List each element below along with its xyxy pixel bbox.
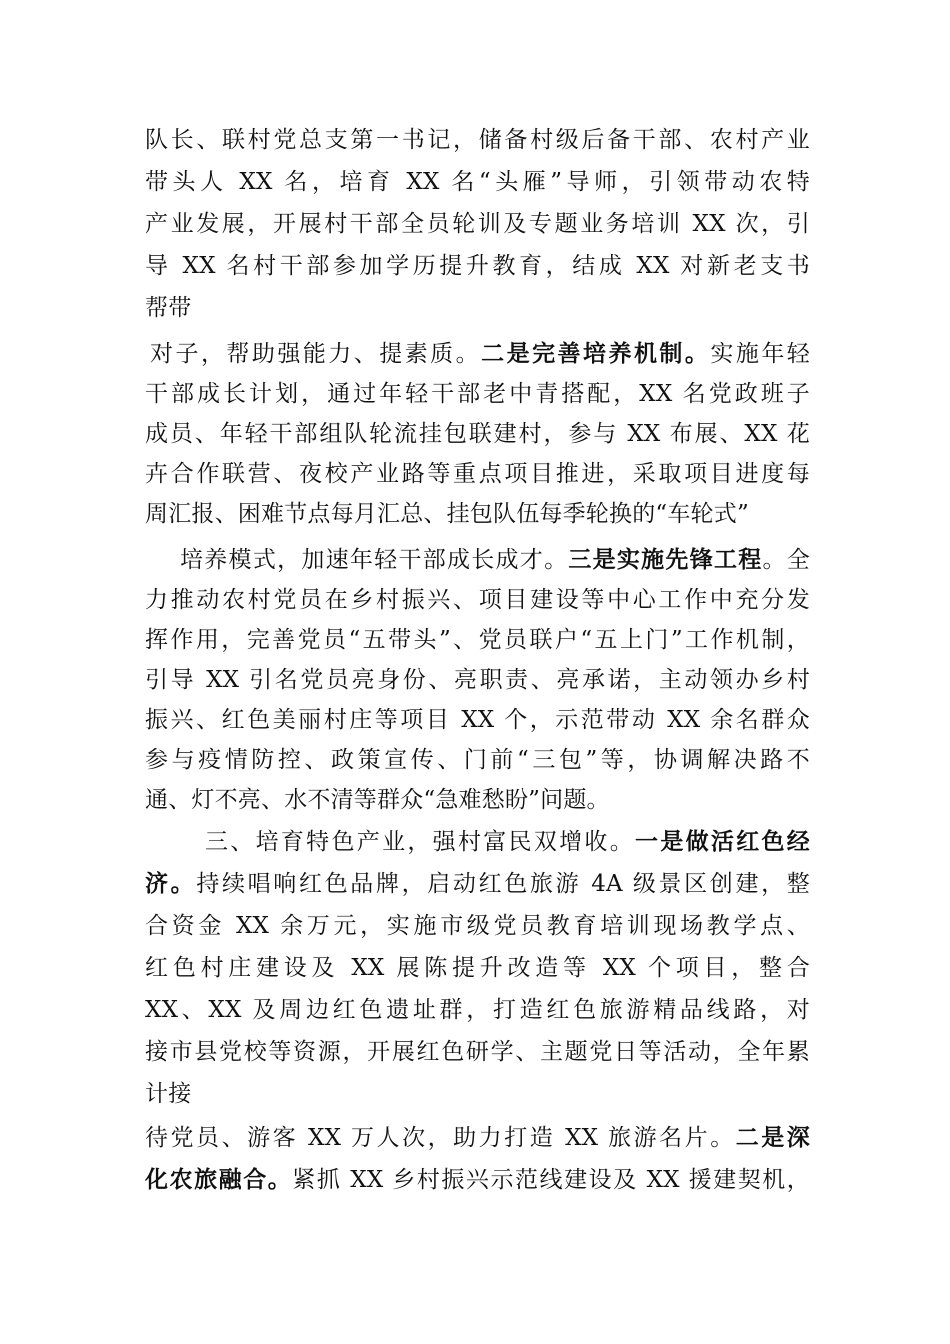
text-line: 周汇报、困难节点每月汇总、挂包队伍每季轮换的“车轮式”: [145, 501, 749, 527]
text-line: 干部成长计划，通过年轻干部老中青搭配，XX 名党政班子: [145, 381, 810, 407]
text-line: 挥作用，完善党员“五带头”、党员联户“五上门”工作机制，: [145, 627, 810, 653]
text-line: 导 XX 名村干部参加学历提升教育，结成 XX 对新老支书: [145, 253, 810, 279]
text-line: 济。持续唱响红色品牌，启动红色旅游 4A 级景区创建，整: [145, 871, 810, 897]
bold-heading: 济。: [145, 871, 197, 897]
bold-heading: 二是完善培养机制。: [481, 341, 711, 367]
text-line: 帮带: [145, 295, 192, 321]
text-line: 三、培育特色产业，强村富民双增收。一是做活红色经: [205, 829, 811, 855]
text-line: 计接: [145, 1081, 192, 1107]
text-line: 引导 XX 引名党员亮身份、亮职责、亮承诺，主动领办乡村: [145, 667, 810, 693]
text-line: 产业发展，开展村干部全员轮训及专题业务培训 XX 次，引: [145, 211, 810, 237]
text-line: 成员、年轻干部组队轮流挂包联建村，参与 XX 布展、XX 花: [145, 421, 810, 447]
text-line: 力推动农村党员在乡村振兴、项目建设等中心工作中充分发: [145, 587, 810, 613]
text-line: 培养模式，加速年轻干部成长成才。三是实施先锋工程。全: [180, 547, 810, 573]
text-line: 化农旅融合。紧抓 XX 乡村振兴示范线建设及 XX 援建契机，: [145, 1167, 810, 1193]
text-line: 接市县党校等资源，开展红色研学、主题党日等活动，全年累: [145, 1039, 810, 1065]
text-line: 红色村庄建设及 XX 展陈提升改造等 XX 个项目，整合: [145, 955, 810, 981]
text-line: 参与疫情防控、政策宣传、门前“三包”等，协调解决路不: [145, 747, 810, 773]
text-line: 通、灯不亮、水不清等群众“急难愁盼”问题。: [145, 787, 610, 813]
bold-heading: 化农旅融合。: [145, 1167, 293, 1193]
bold-heading: 三是实施先锋工程: [568, 547, 763, 573]
text-line: 待党员、游客 XX 万人次，助力打造 XX 旅游名片。二是深: [145, 1125, 810, 1151]
text-line: 队长、联村党总支第一书记，储备村级后备干部、农村产业: [145, 127, 810, 153]
text-line: 带头人 XX 名，培育 XX 名“头雁”导师，引领带动农特: [145, 169, 810, 195]
text-line: 振兴、红色美丽村庄等项目 XX 个，示范带动 XX 余名群众: [145, 707, 810, 733]
text-line: 卉合作联营、夜校产业路等重点项目推进，采取项目进度每: [145, 461, 810, 487]
text-line: 合资金 XX 余万元，实施市级党员教育培训现场教学点、: [145, 913, 810, 939]
bold-heading: 一是做活红色经: [635, 829, 811, 855]
text-line: 对子，帮助强能力、提素质。二是完善培养机制。实施年轻: [150, 341, 810, 367]
bold-heading: 二是深: [735, 1125, 810, 1151]
text-line: XX、XX 及周边红色遗址群，打造红色旅游精品线路，对: [145, 997, 810, 1023]
